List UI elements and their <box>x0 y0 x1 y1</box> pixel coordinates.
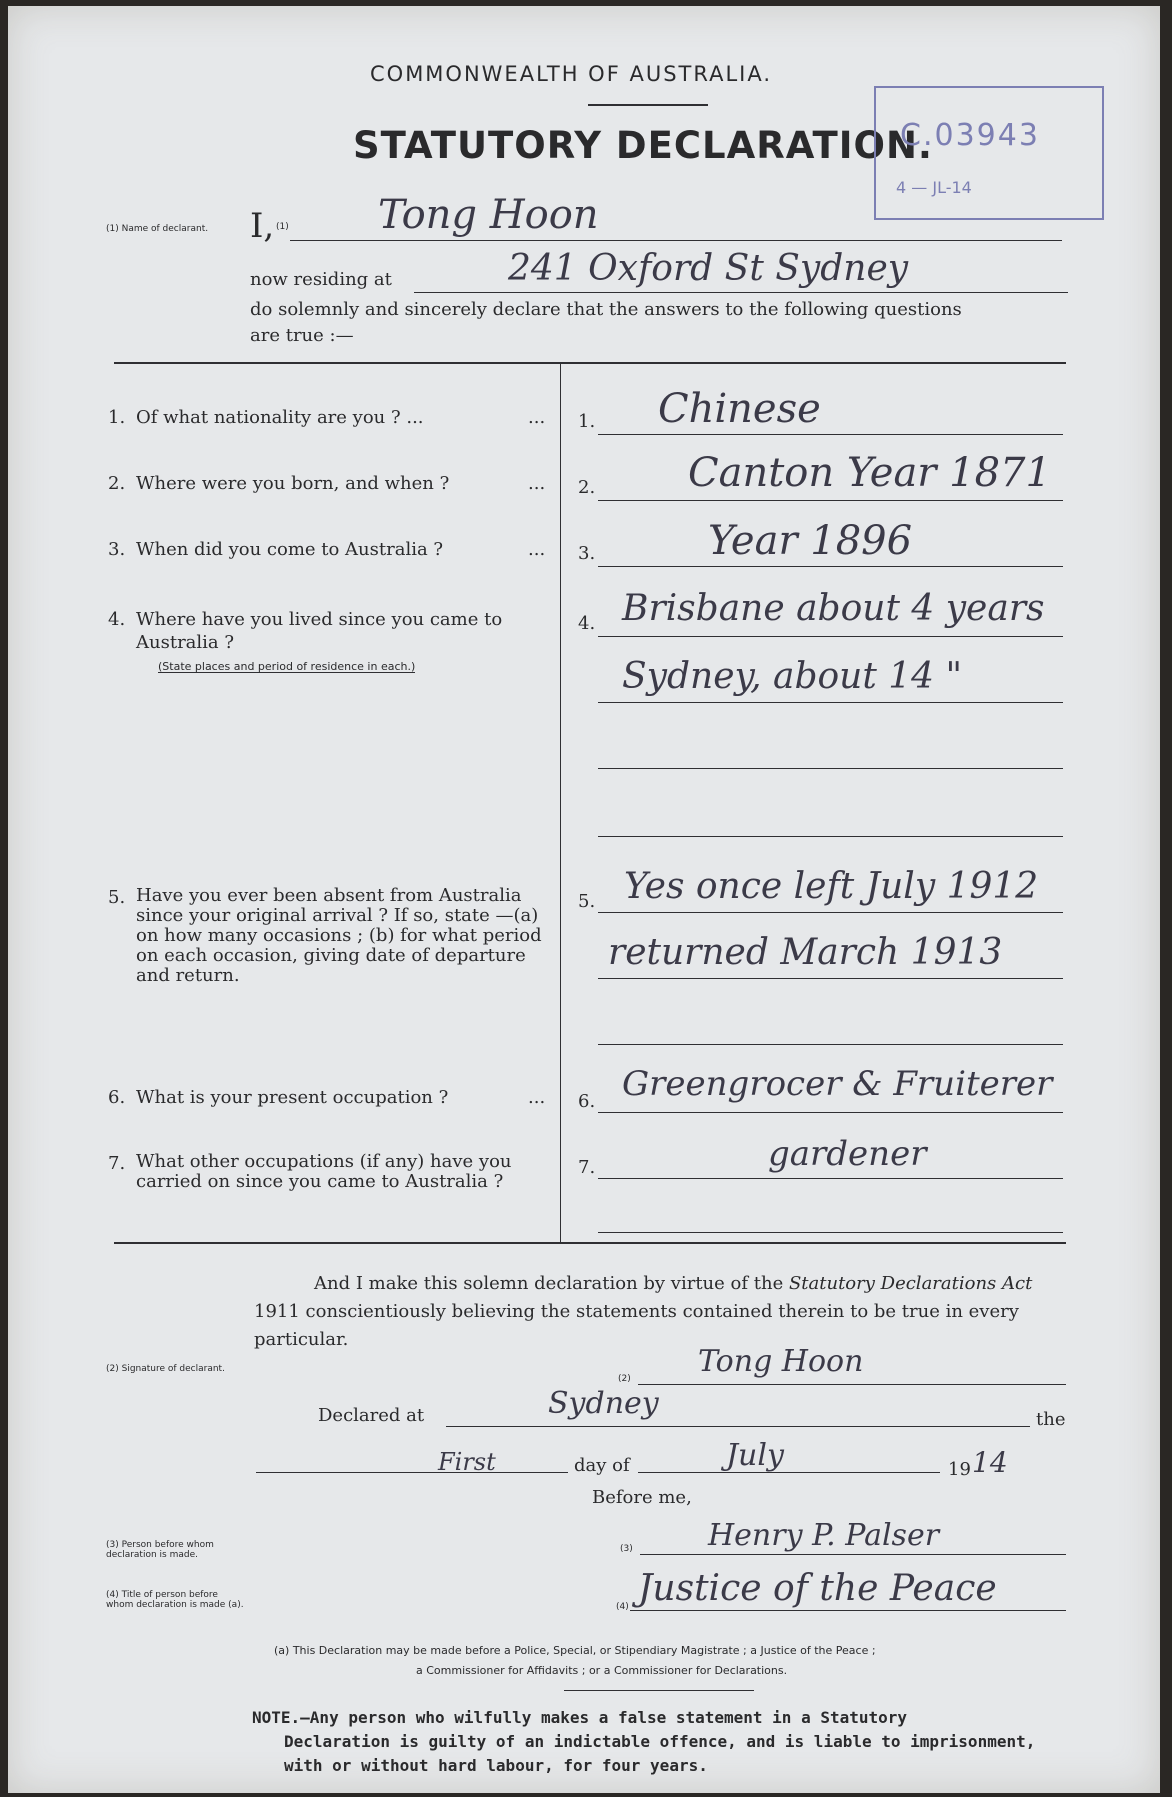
margin-note-signature: (2) Signature of declarant. <box>106 1364 225 1374</box>
year-suffix: 14 <box>972 1446 1008 1479</box>
answer-number: 5. <box>578 891 596 912</box>
margin-note-name: (1) Name of declarant. <box>106 224 209 234</box>
answer-number: 1. <box>578 411 596 432</box>
answer-number: 2. <box>578 477 596 498</box>
question-dots: ... <box>528 407 546 428</box>
person-line <box>640 1554 1066 1555</box>
answer-text-cont: returned March 1913 <box>608 932 1003 973</box>
title-line <box>630 1610 1066 1611</box>
answer-line <box>598 702 1063 703</box>
declarant-ref: (1) <box>276 222 289 232</box>
address-line <box>414 292 1068 293</box>
declarant-name: Tong Hoon <box>378 192 599 238</box>
table-bottom-rule <box>114 1242 1066 1244</box>
year-prefix: 19 <box>948 1459 971 1480</box>
declared-at-line <box>446 1426 1030 1427</box>
month-line <box>638 1472 940 1473</box>
margin-note-person: (3) Person before whom declaration is made. <box>106 1540 214 1560</box>
question-dots: ... <box>528 1087 546 1108</box>
table-divider <box>560 364 561 1244</box>
question-number: 7. <box>108 1153 126 1174</box>
stamp-number: C.03943 <box>900 118 1040 153</box>
customs-stamp <box>874 86 1104 220</box>
question-number: 2. <box>108 473 126 494</box>
answer-line <box>598 500 1063 501</box>
answer-line <box>598 836 1063 837</box>
answer-text: Yes once left July 1912 <box>624 866 1039 907</box>
question-number: 4. <box>108 609 126 630</box>
declarant-signature: Tong Hoon <box>698 1344 864 1379</box>
answer-line <box>598 978 1063 979</box>
witness-name: Henry P. Palser <box>708 1518 940 1553</box>
note-line1: NOTE.—Any person who wilfully makes a false statement in a Statutory <box>252 1708 908 1727</box>
table-top-rule <box>114 362 1066 364</box>
question-text: When did you come to Australia ? <box>136 539 444 560</box>
answer-number: 7. <box>578 1157 596 1178</box>
question-dots: ... <box>528 539 546 560</box>
declared-at-place: Sydney <box>548 1386 659 1421</box>
declarant-intro: I, <box>250 206 275 246</box>
answer-text: Greengrocer & Fruiterer <box>622 1064 1053 1104</box>
question-text: What other occupations (if any) have you carried on since you came to Australia ? <box>136 1151 512 1192</box>
question-number: 5. <box>108 887 126 908</box>
answer-text: Chinese <box>658 386 821 432</box>
declaration-day: First <box>438 1448 496 1476</box>
question-note: (State places and period of residence in each.) <box>158 660 416 673</box>
answer-line <box>598 768 1063 769</box>
answer-text: Canton Year 1871 <box>688 450 1051 496</box>
question-text: Where have you lived since you came to Australia ? <box>136 609 503 653</box>
footnote-rule <box>564 1690 754 1691</box>
declaration-paragraph <box>254 1270 1070 1354</box>
answer-text: gardener <box>768 1134 927 1174</box>
answer-text: Year 1896 <box>708 518 913 564</box>
act-name: Statutory Declarations Act <box>788 1273 1033 1294</box>
declaration-text-b: 1911 conscientiously believing the statements contained therein to be true in every particular. <box>254 1301 1019 1350</box>
answer-line <box>598 1112 1063 1113</box>
form-header: COMMONWEALTH OF AUSTRALIA. <box>370 62 773 86</box>
declared-at-label: Declared at <box>318 1405 425 1426</box>
answer-line <box>598 1232 1063 1233</box>
day-line <box>256 1472 568 1473</box>
the-label: the <box>1036 1409 1066 1430</box>
question-number: 6. <box>108 1087 126 1108</box>
margin-note-title: (4) Title of person before whom declaration is made (a). <box>106 1590 244 1610</box>
answer-line <box>598 1178 1063 1179</box>
title-ref: (4) <box>616 1602 629 1612</box>
answer-text: Brisbane about 4 years <box>622 588 1045 629</box>
question-text: Where were you born, and when ? <box>136 473 450 494</box>
footnote-line1: (a) This Declaration may be made before a Police, Special, or Stipendiary Magistrate ; a Justice of the Peace ; <box>274 1644 876 1657</box>
answer-number: 4. <box>578 613 596 634</box>
signature-line <box>638 1384 1066 1385</box>
residing-label: now residing at <box>250 269 392 290</box>
footnote-line2: a Commissioner for Affidavits ; or a Commissioner for Declarations. <box>416 1664 788 1677</box>
note-line3: with or without hard labour, for four years. <box>284 1756 708 1775</box>
question-dots: ... <box>528 473 546 494</box>
answer-text-cont: Sydney, about 14 " <box>622 656 963 697</box>
answer-line <box>598 1044 1063 1045</box>
declaration-form <box>8 6 1160 1793</box>
declarant-address: 241 Oxford St Sydney <box>508 248 909 289</box>
signature-ref: (2) <box>618 1374 631 1384</box>
note-line2: Declaration is guilty of an indictable offence, and is liable to imprisonment, <box>284 1732 1036 1751</box>
header-rule <box>588 104 708 106</box>
question-number: 3. <box>108 539 126 560</box>
question-text: Of what nationality are you ? ... <box>136 407 424 428</box>
stamp-date: 4 — JL-14 <box>896 178 972 197</box>
answer-line <box>598 636 1063 637</box>
answer-number: 3. <box>578 543 596 564</box>
question-text: What is your present occupation ? <box>136 1087 449 1108</box>
before-me-label: Before me, <box>592 1487 692 1508</box>
declare-text: do solemnly and sincerely declare that the answers to the following questions <box>250 299 962 320</box>
answer-line <box>598 434 1063 435</box>
declaration-text-a: And I make this solemn declaration by virtue of the <box>314 1273 789 1294</box>
question-text: Have you ever been absent from Australia since your original arrival ? If so, state —(a) on how many occasions ; (b) for what period on each occasion, giving date of departure and return. <box>136 885 542 986</box>
answer-number: 6. <box>578 1091 596 1112</box>
answer-line <box>598 912 1063 913</box>
question-number: 1. <box>108 407 126 428</box>
witness-title: Justice of the Peace <box>638 1568 997 1609</box>
name-line <box>290 240 1062 241</box>
answer-line <box>598 566 1063 567</box>
declare-text-cont: are true :— <box>250 325 354 346</box>
declaration-month: July <box>726 1438 784 1473</box>
person-ref: (3) <box>620 1544 633 1554</box>
form-heading: STATUTORY DECLARATION. <box>353 124 933 167</box>
day-of-label: day of <box>574 1455 630 1476</box>
